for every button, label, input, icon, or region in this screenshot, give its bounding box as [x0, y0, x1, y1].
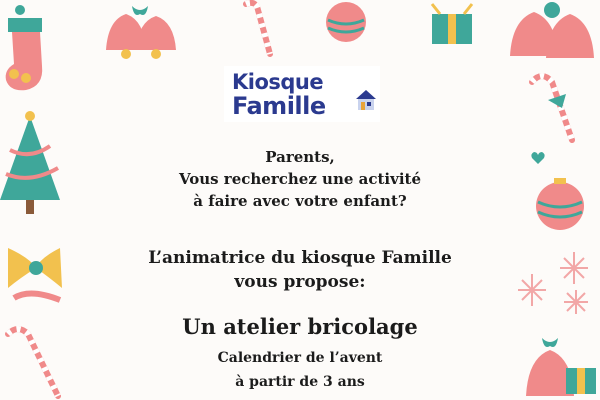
proposal-text: [0, 246, 600, 294]
workshop-details: [0, 346, 600, 394]
workshop-detail-line: à partir de 3 ans: [235, 374, 365, 390]
intro-line: Parents,: [265, 148, 335, 166]
proposal-line: L’animatrice du kiosque Famille: [148, 248, 452, 268]
bell-icon: [500, 0, 600, 70]
gift-icon: [424, 0, 484, 60]
candy-cane-icon: [236, 0, 276, 60]
logo-text-line2: Famille: [232, 92, 326, 120]
workshop-detail-line: Calendrier de l’avent: [217, 350, 383, 366]
logo-text-line1: Kiosque: [232, 70, 324, 94]
intro-text: [0, 146, 600, 212]
kiosque-famille-logo: [224, 66, 380, 122]
house-icon: [354, 88, 378, 112]
candy-cane-icon: [522, 66, 582, 146]
bell-icon: [96, 0, 186, 60]
ornament-icon: [318, 0, 374, 50]
proposal-line: vous propose:: [234, 272, 366, 292]
intro-line: Vous recherchez une activité: [178, 170, 422, 188]
workshop-title: Un atelier bricolage: [182, 314, 418, 339]
intro-line: à faire avec votre enfant?: [193, 192, 407, 210]
stocking-icon: [0, 0, 60, 100]
